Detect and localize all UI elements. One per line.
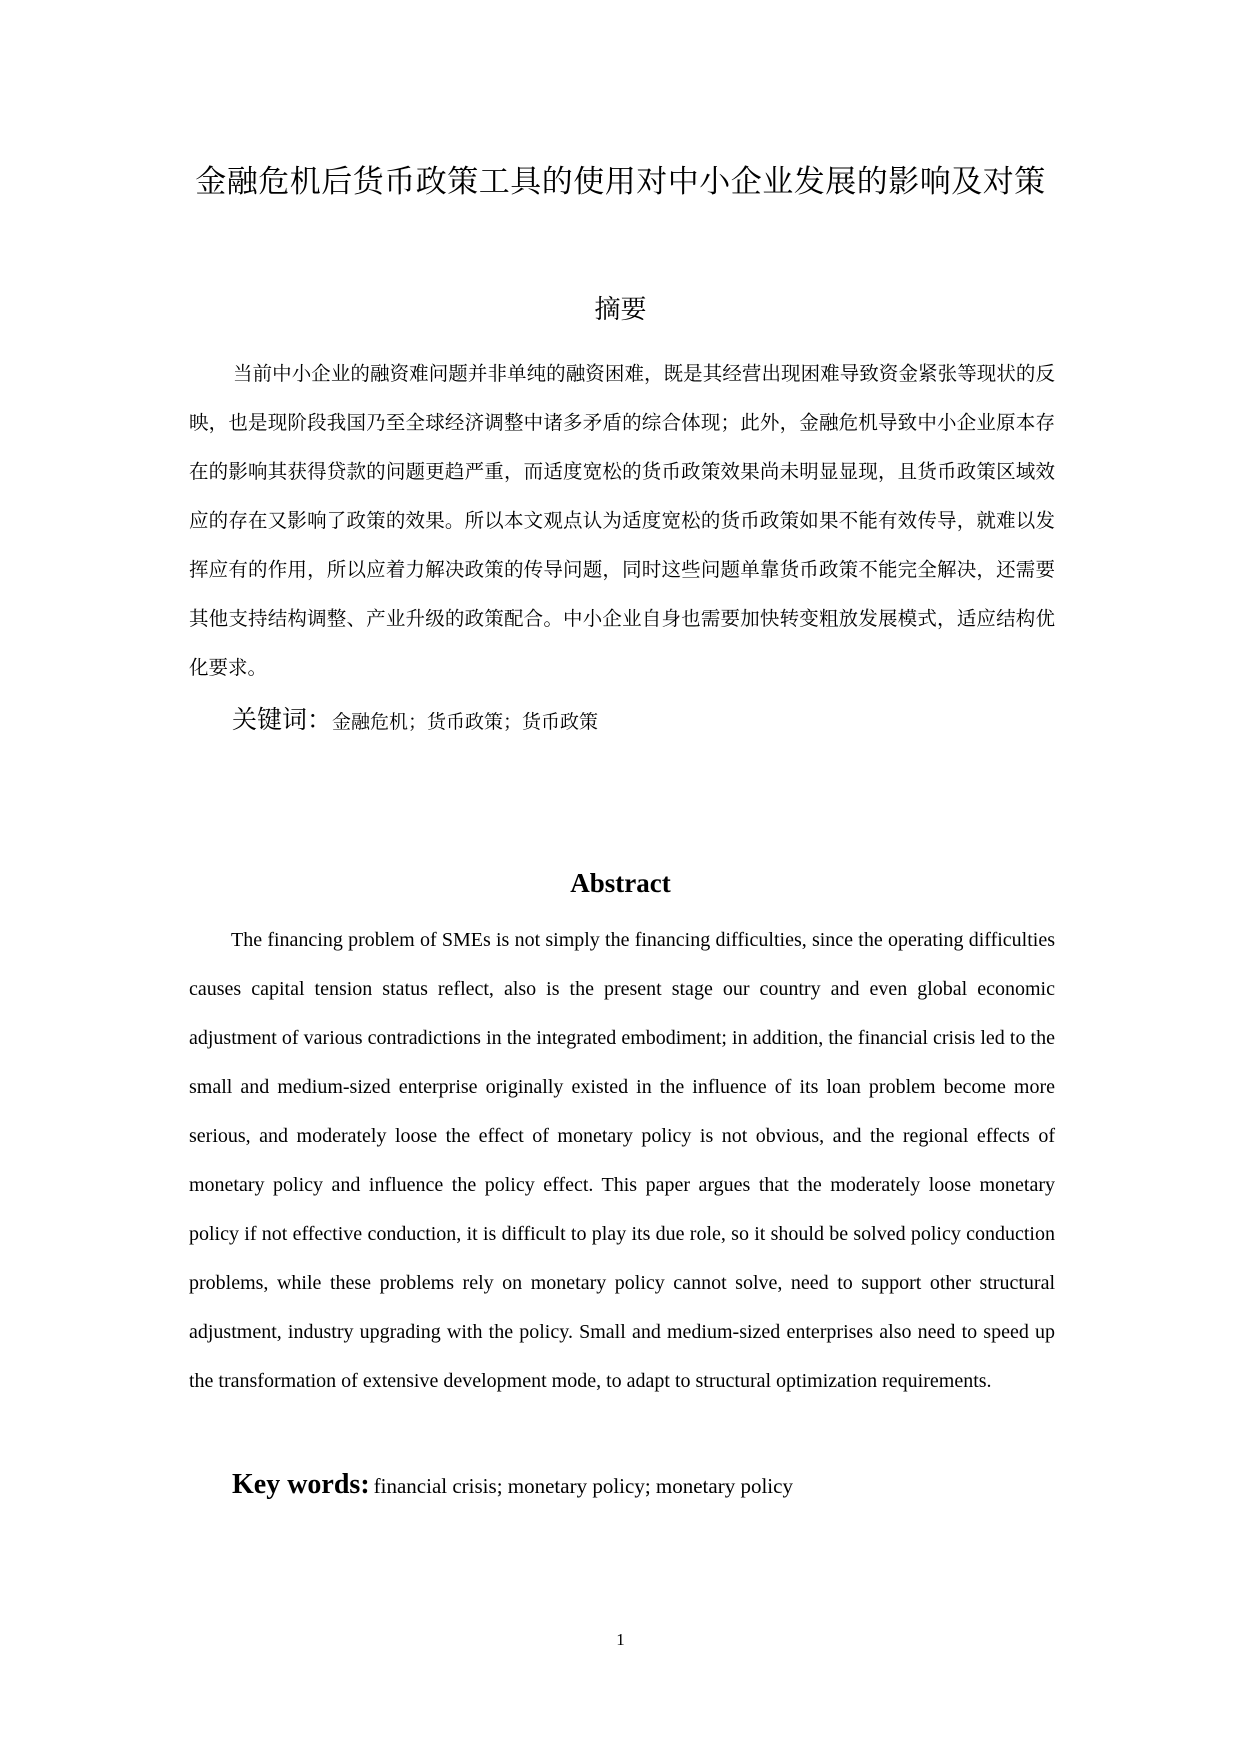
chinese-abstract-body: 当前中小企业的融资难问题并非单纯的融资困难，既是其经营出现困难导致资金紧张等现状的反映，也是现阶段我国乃至全球经济调整中诸多矛盾的综合体现；此外，金融危机导致中小企业原本存在的影响其获得贷款的问题更趋严重，而适度宽松的货币政策效果尚未明显显现，且货币政策区域效应的存在又影响了政策的效果。所以本文观点认为适度宽松的货币政策如果不能有效传导，就难以发挥应有的作用，所以应着力解决政策的传导问题，同时这些问题单靠货币政策不能完全解决，还需要其他支持结构调整、产业升级的政策配合。中小企业自身也需要加快转变粗放发展模式，适应结构优化要求。 [189, 362, 1055, 679]
chinese-abstract-heading: 摘要 [594, 295, 647, 325]
english-keywords [232, 1465, 793, 1506]
english-keywords-label: Key words: [232, 1469, 370, 1500]
english-keywords-value: financial crisis; monetary policy; monetary policy [373, 1474, 793, 1498]
chinese-keywords [232, 700, 598, 742]
english-abstract-heading: Abstract [570, 868, 671, 898]
document-title: 金融危机后货币政策工具的使用对中小企业发展的影响及对策 [195, 164, 1046, 200]
page-number: 1 [616, 1630, 625, 1649]
chinese-keywords-value: 金融危机；货币政策；货币政策 [332, 711, 599, 733]
chinese-keywords-label: 关键词： [232, 705, 333, 734]
english-abstract-body: The financing problem of SMEs is not simply the financing difficulties, since the operating difficulties causes capital tension status reflect, also is the present stage our country and even global economic adjustment of various contradictions in the integrated embodiment; in addition, the financial crisis led to the small and medium-sized enterprise originally existed in the influence of its loan problem become more serious, and moderately loose the effect of monetary policy is not obvious, and the regional effects of monetary policy and influence the policy effect. This paper argues that the moderately loose monetary policy if not effective conduction, it is difficult to play its due role, so it should be solved policy conduction problems, while these problems rely on monetary policy cannot solve, need to support other structural adjustment, industry upgrading with the policy. Small and medium-sized enterprises also need to speed up the transformation of extensive development mode, to adapt to structural optimization requirements. [189, 929, 1055, 1392]
